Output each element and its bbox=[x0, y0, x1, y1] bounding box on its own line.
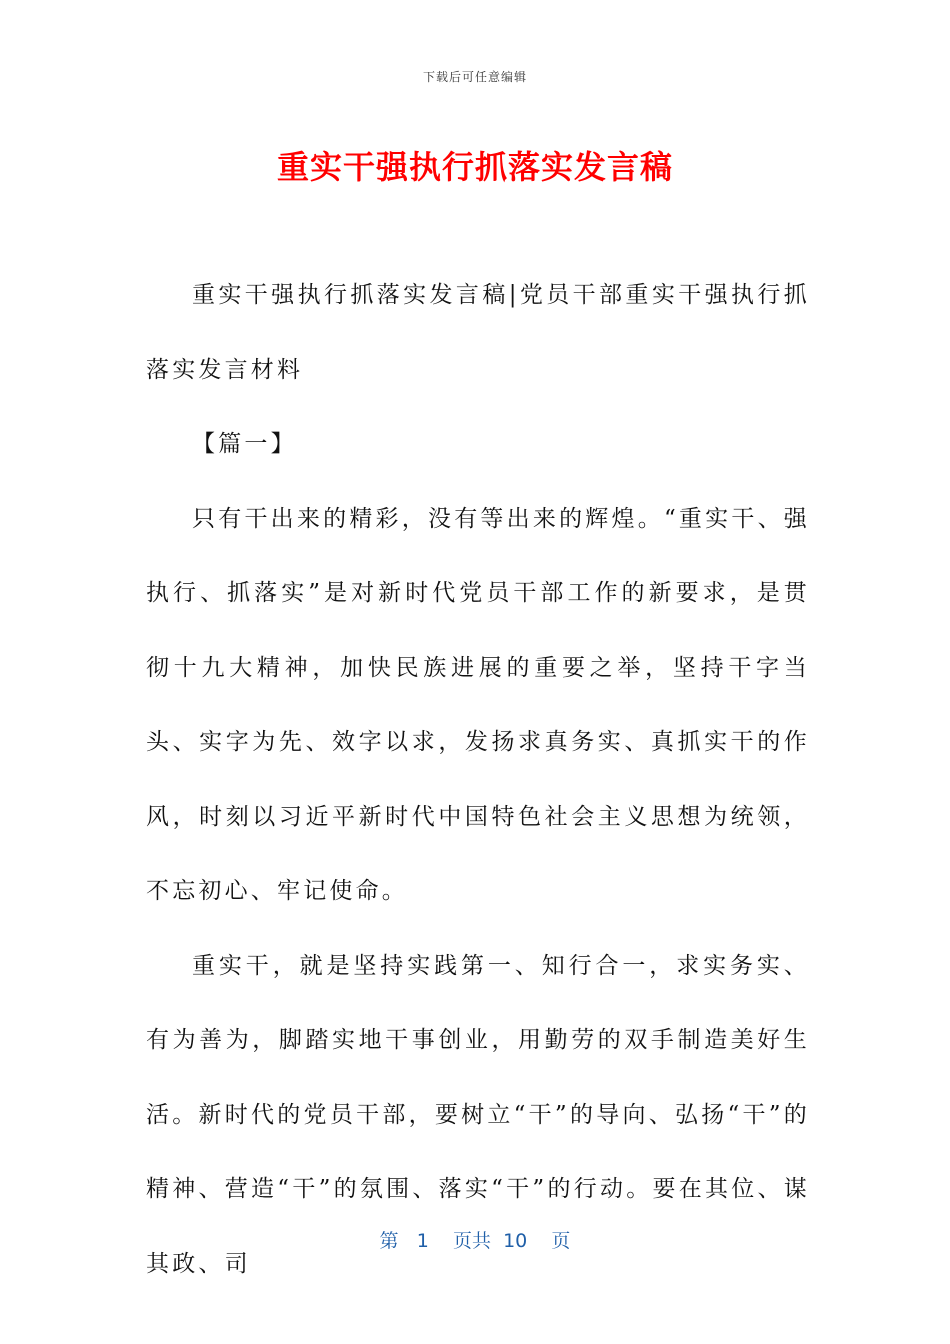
paragraph-section-heading: 【篇一】 bbox=[192, 431, 297, 457]
header-note: 下载后可任意编辑 bbox=[422, 70, 527, 84]
document-body bbox=[146, 258, 810, 1301]
paragraph-subtitle: 重实干强执行抓落实发言稿|党员干部重实干强执行抓落实发言材料 bbox=[146, 282, 810, 383]
document-title: 重实干强执行抓落实发言稿 bbox=[276, 148, 673, 186]
footer-current-page: 1 bbox=[416, 1230, 429, 1252]
footer-total-pages: 10 bbox=[503, 1230, 528, 1252]
page-number-footer bbox=[0, 1226, 950, 1253]
footer-suffix: 页 bbox=[551, 1230, 571, 1252]
footer-prefix: 第 bbox=[379, 1230, 399, 1252]
paragraph: 只有干出来的精彩，没有等出来的辉煌。“重实干、强执行、抓落实”是对新时代党员干部工作的新要求，是贯彻十九大精神，加快民族进展的重要之举，坚持干字当头、实字为先、效字以求，发扬求真务实、真抓实干的作风，时刻以习近平新时代中国特色社会主义思想为统领，不忘初心、牢记使命。 bbox=[146, 505, 810, 904]
paragraph: 重实干，就是坚持实践第一、知行合一，求实务实、有为善为，脚踏实地干事创业，用勤劳的双手制造美好生活。新时代的党员干部，要树立“干”的导向、弘扬“干”的精神、营造“干”的氛围、落实“干”的行动。要在其位、谋其政、司 bbox=[146, 952, 810, 1277]
footer-middle: 页共 bbox=[452, 1230, 491, 1252]
